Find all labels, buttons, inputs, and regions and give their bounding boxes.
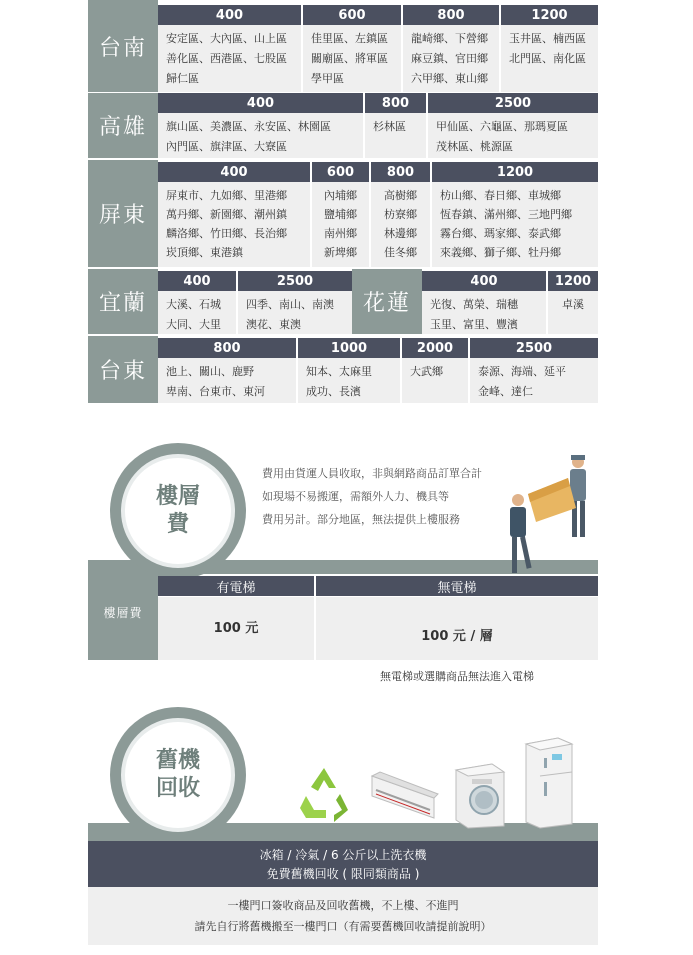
pingtung-cell-1200: 枋山鄉、春日鄉、車城鄉 恆春鎮、滿州鄉、三地門鄉 霧台鄉、瑪家鄉、泰武鄉 來義鄉、獅子鄉、牡丹鄉 (432, 182, 598, 267)
hualien-cell-1200: 卓溪 (548, 291, 598, 334)
pingtung-cell-600: 內埔鄉 鹽埔鄉 南州鄉 新埤鄉 (312, 182, 369, 267)
tainan-cell-800: 龍崎鄉、下營鄉 麻豆鎮、官田鄉 六甲鄉、東山鄉 (403, 25, 499, 92)
floor-fee-header-elevator: 有電梯 (158, 576, 314, 596)
pingtung-cell-800: 高樹鄉 枋寮鄉 林邊鄉 佳冬鄉 (371, 182, 430, 267)
floor-fee-description (262, 462, 482, 531)
taitung-header-2500: 2500 (470, 338, 598, 358)
tainan-cell-1200: 玉井區、楠西區 北門區、南化區 (501, 25, 598, 92)
recycle-eligible-items: 冰箱 / 冷氣 / 6 公斤以上洗衣機 (259, 848, 427, 862)
yilan-cell-2500: 四季、南山、南澳 澳花、東澳 (238, 291, 352, 334)
kaohsiung-header-2500: 2500 (428, 93, 598, 113)
taitung-header-2000: 2000 (402, 338, 468, 358)
movers-illustration (500, 452, 596, 580)
floor-fee-badge-line1: 樓層 (155, 484, 200, 509)
region-label-taitung: 台東 (88, 336, 158, 403)
recycle-badge (121, 718, 235, 832)
recycle-icon (296, 764, 352, 828)
refrigerator-icon (522, 736, 576, 830)
pingtung-header-800: 800 (371, 162, 430, 182)
yilan-header-2500: 2500 (238, 271, 352, 291)
kaohsiung-header-800: 800 (365, 93, 426, 113)
washing-machine-icon (452, 760, 508, 830)
recycle-free-note: 免費舊機回收 ( 限同類商品 ) (266, 867, 420, 881)
floor-fee-elevator-cell (158, 597, 314, 660)
pingtung-header-400: 400 (158, 162, 310, 182)
region-label-yilan: 宜蘭 (88, 269, 158, 334)
taitung-cell-800: 池上、關山、鹿野 卑南、台東市、東河 (158, 358, 296, 403)
region-label-kaohsiung: 高雄 (88, 93, 158, 158)
recycle-note-line1: 一樓門口簽收商品及回收舊機，不上樓、不進門 (227, 899, 459, 912)
floor-fee-no-elevator-cell (316, 597, 598, 683)
floor-fee-elevator-price: 100 元 (213, 620, 259, 636)
taitung-cell-1000: 知本、太麻里 成功、長濱 (298, 358, 400, 403)
region-label-tainan: 台南 (88, 0, 158, 92)
floor-fee-no-elevator-price: 100 元 / 層 (421, 629, 493, 644)
recycle-notes (88, 887, 598, 945)
taitung-header-800: 800 (158, 338, 296, 358)
yilan-header-400: 400 (158, 271, 236, 291)
recycle-badge-line2: 回收 (155, 776, 200, 801)
taitung-header-1000: 1000 (298, 338, 400, 358)
region-label-hualien: 花蓮 (352, 269, 422, 334)
floor-fee-desc-line2: 如現場不易搬運，需額外人力、機具等 (262, 490, 449, 503)
floor-fee-desc-line3: 費用另計。部分地區，無法提供上樓服務 (262, 513, 460, 526)
recycle-note-line2: 請先自行將舊機搬至一樓門口（有需要舊機回收請提前說明） (194, 920, 492, 933)
pingtung-header-600: 600 (312, 162, 369, 182)
pingtung-cell-400: 屏東市、九如鄉、里港鄉 萬丹鄉、新園鄉、潮州鎮 麟洛鄉、竹田鄉、長治鄉 崁頂鄉、東港鎮 (158, 182, 310, 267)
tainan-header-600: 600 (303, 5, 401, 25)
taitung-cell-2500: 泰源、海端、延平 金峰、達仁 (470, 358, 598, 403)
floor-fee-header-no-elevator: 無電梯 (316, 576, 598, 596)
region-label-pingtung: 屏東 (88, 160, 158, 267)
recycle-badge-line1: 舊機 (155, 748, 200, 773)
floor-fee-badge-line2: 費 (166, 512, 189, 537)
floor-fee-badge (121, 454, 235, 568)
recycle-eligible-band (88, 841, 598, 887)
hualien-cell-400: 光復、萬榮、瑞穗 玉里、富里、豐濱 (422, 291, 546, 334)
yilan-cell-400: 大溪、石城 大同、大里 (158, 291, 236, 334)
floor-fee-no-elevator-note: 無電梯或選購商品無法進入電梯 (380, 670, 534, 683)
tainan-cell-600: 佳里區、左鎮區 關廟區、將軍區 學甲區 (303, 25, 401, 92)
tainan-cell-400: 安定區、大內區、山上區 善化區、西港區、七股區 歸仁區 (158, 25, 301, 92)
air-conditioner-icon (366, 770, 440, 826)
kaohsiung-cell-2500: 甲仙區、六龜區、那瑪夏區 茂林區、桃源區 (428, 113, 598, 158)
kaohsiung-cell-800: 杉林區 (365, 113, 426, 158)
kaohsiung-header-400: 400 (158, 93, 363, 113)
taitung-cell-2000: 大武鄉 (402, 358, 468, 403)
hualien-header-1200: 1200 (548, 271, 598, 291)
kaohsiung-cell-400: 旗山區、美濃區、永安區、林園區 內門區、旗津區、大寮區 (158, 113, 363, 158)
hualien-header-400: 400 (422, 271, 546, 291)
floor-fee-desc-line1: 費用由貨運人員收取，非與網路商品訂單合計 (262, 467, 482, 480)
tainan-header-1200: 1200 (501, 5, 598, 25)
pingtung-header-1200: 1200 (432, 162, 598, 182)
tainan-header-400: 400 (158, 5, 301, 25)
tainan-header-800: 800 (403, 5, 499, 25)
floor-fee-row-label: 樓層費 (88, 574, 158, 660)
